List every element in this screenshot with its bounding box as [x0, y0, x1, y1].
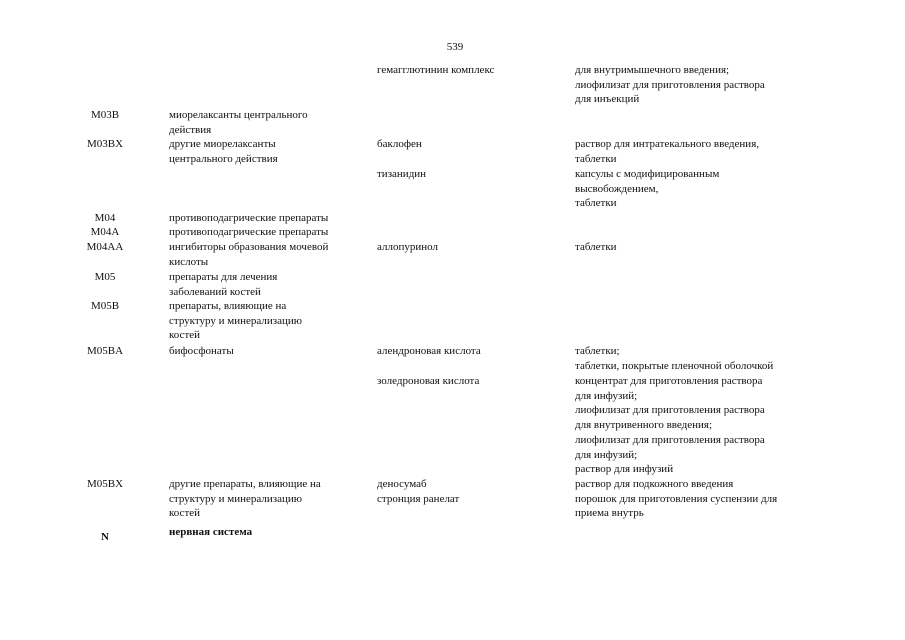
substance-cell-line: гемагглютинин комплекс — [377, 64, 495, 76]
forms-cell-line: для инфузий; — [575, 389, 638, 402]
forms-cell-line: лиофилизат для приготовления раствора — [575, 78, 765, 91]
forms-cell-line: для внутримышечного введения; — [575, 64, 730, 76]
group-cell-line: нервная система — [169, 526, 253, 538]
code-cell-line: M05BX — [86, 478, 124, 490]
forms-cell-line: лиофилизат для приготовления раствора — [575, 433, 765, 446]
substance-cell-line: алендроновая кислота — [377, 345, 481, 357]
forms-cell-line: для инъекций — [575, 93, 640, 106]
forms-cell-line: для инфузий; — [575, 448, 638, 461]
forms-cell-line: высвобождением, — [575, 182, 659, 195]
forms-cell-line: раствор для интратекального введения, — [575, 138, 759, 150]
substance-cell-line: деносумаб — [377, 478, 427, 490]
forms-cell-line: лиофилизат для приготовления раствора — [575, 404, 765, 417]
forms-cell-line: приема внутрь — [575, 507, 644, 520]
code-cell-line: M05BA — [86, 345, 124, 357]
group-cell-line: действия — [169, 123, 212, 136]
code-cell-line: M05 — [94, 271, 116, 283]
group-cell-line: противоподагрические препараты — [169, 226, 329, 238]
group-cell-line: препараты, влияющие на — [169, 300, 287, 312]
code-cell-line: M04 — [94, 212, 116, 224]
group-cell-line: центрального действия — [169, 152, 278, 165]
group-cell-line: кислоты — [169, 255, 209, 268]
group-cell-line: противоподагрические препараты — [169, 212, 329, 224]
forms-cell-line: концентрат для приготовления раствора — [575, 375, 763, 387]
group-cell-line: миорелаксанты центрального — [169, 109, 308, 121]
forms-cell-line: раствор для подкожного введения — [575, 478, 734, 490]
forms-cell-line: таблетки — [575, 241, 617, 253]
forms-cell-line: таблетки — [575, 152, 617, 165]
forms-cell-line: таблетки; — [575, 345, 620, 357]
group-cell-line: структуру и минерализацию — [169, 314, 302, 327]
group-cell-line: заболеваний костей — [169, 285, 261, 298]
forms-cell-line: таблетки — [575, 197, 617, 210]
forms-cell-line: порошок для приготовления суспензии для — [575, 492, 778, 505]
group-cell-line: костей — [169, 329, 201, 342]
substance-cell-line: золедроновая кислота — [377, 375, 480, 387]
forms-cell-line: раствор для инфузий — [575, 463, 674, 476]
code-cell-line: M03BX — [86, 138, 124, 150]
substance-cell-line: баклофен — [377, 138, 422, 150]
forms-cell-line: таблетки, покрытые пленочной оболочкой — [575, 359, 774, 372]
group-cell-line: другие препараты, влияющие на — [169, 478, 321, 490]
group-cell-line: бифосфонаты — [169, 345, 234, 357]
forms-cell-line: капсулы с модифицированным — [575, 168, 720, 180]
group-cell-line: костей — [169, 507, 201, 520]
substance-cell-line: аллопуринол — [377, 241, 438, 253]
code-cell-line: N — [101, 531, 109, 543]
code-cell-line: M04A — [90, 226, 120, 238]
page-number: 539 — [446, 41, 464, 53]
forms-cell-line: для внутривенного введения; — [575, 419, 713, 432]
code-cell-line: M04AA — [86, 241, 124, 253]
group-cell-line: препараты для лечения — [169, 271, 278, 283]
group-cell-line: ингибиторы образования мочевой — [169, 241, 329, 253]
substance-cell-line: тизанидин — [377, 168, 427, 180]
substance-cell-line: стронция ранелат — [377, 492, 460, 505]
code-cell-line: M03B — [90, 109, 120, 121]
group-cell-line: другие миорелаксанты — [169, 138, 276, 150]
code-cell-line: M05B — [90, 300, 120, 312]
group-cell-line: структуру и минерализацию — [169, 492, 302, 505]
